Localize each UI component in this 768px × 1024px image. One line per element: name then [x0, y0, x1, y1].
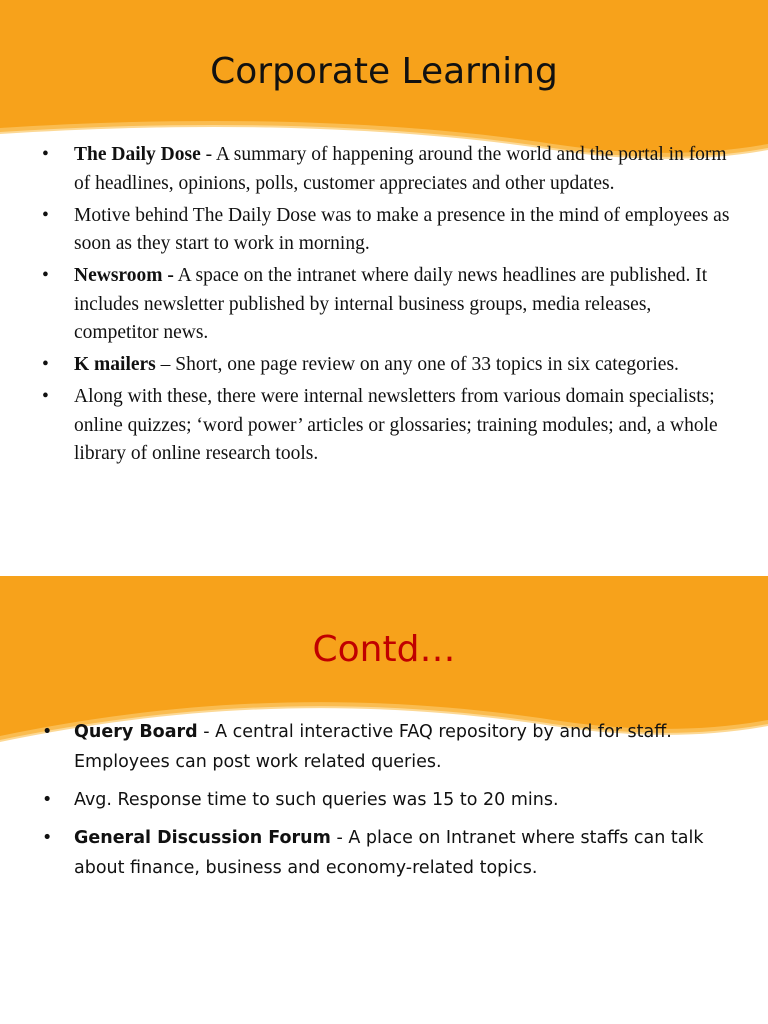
- bullet-term: The Daily Dose: [74, 144, 201, 165]
- bullet-text: Along with these, there were internal newsletters from various domain specialists; online quizzes; ‘word power’ articles or glossaries; training modules; and, a whole library of online research tools.: [74, 386, 718, 464]
- slide-title: Corporate Learning: [210, 51, 558, 92]
- bullet-term: Query Board: [74, 722, 198, 742]
- slide-title: Contd…: [312, 629, 456, 670]
- bullet-text: A space on the intranet where daily news headlines are published. It includes newsletter published by internal business groups, media releases, competitor news.: [74, 265, 708, 343]
- list-item: [42, 141, 732, 198]
- slide-contd: [0, 576, 768, 1024]
- bullet-text: – Short, one page review on any one of 33 topics in six categories.: [155, 354, 679, 375]
- bullet-text: Avg. Response time to such queries was 15 to 20 mins.: [74, 790, 559, 810]
- bullet-list: [42, 717, 742, 891]
- bullet-text: - A central interactive FAQ repository by and for staff. Employees can post work related queries.: [74, 722, 672, 772]
- list-item: [42, 351, 732, 380]
- list-item: [42, 202, 732, 259]
- bullet-text: - A summary of happening around the world and the portal in form of headlines, opinions, polls, customer appreciates and other updates.: [74, 144, 727, 194]
- list-item: [42, 717, 742, 777]
- bullet-list: [42, 141, 732, 472]
- list-item: [42, 823, 742, 883]
- list-item: [42, 383, 732, 469]
- list-item: [42, 262, 732, 348]
- bullet-term: General Discussion Forum: [74, 828, 331, 848]
- bullet-term: K mailers: [74, 354, 156, 375]
- list-item: [42, 785, 742, 815]
- bullet-text: - A place on Intranet where staffs can talk about finance, business and economy-related topics.: [74, 828, 704, 878]
- bullet-term: Newsroom -: [74, 265, 174, 286]
- bullet-text: Motive behind The Daily Dose was to make a presence in the mind of employees as soon as they start to work in morning.: [74, 204, 730, 254]
